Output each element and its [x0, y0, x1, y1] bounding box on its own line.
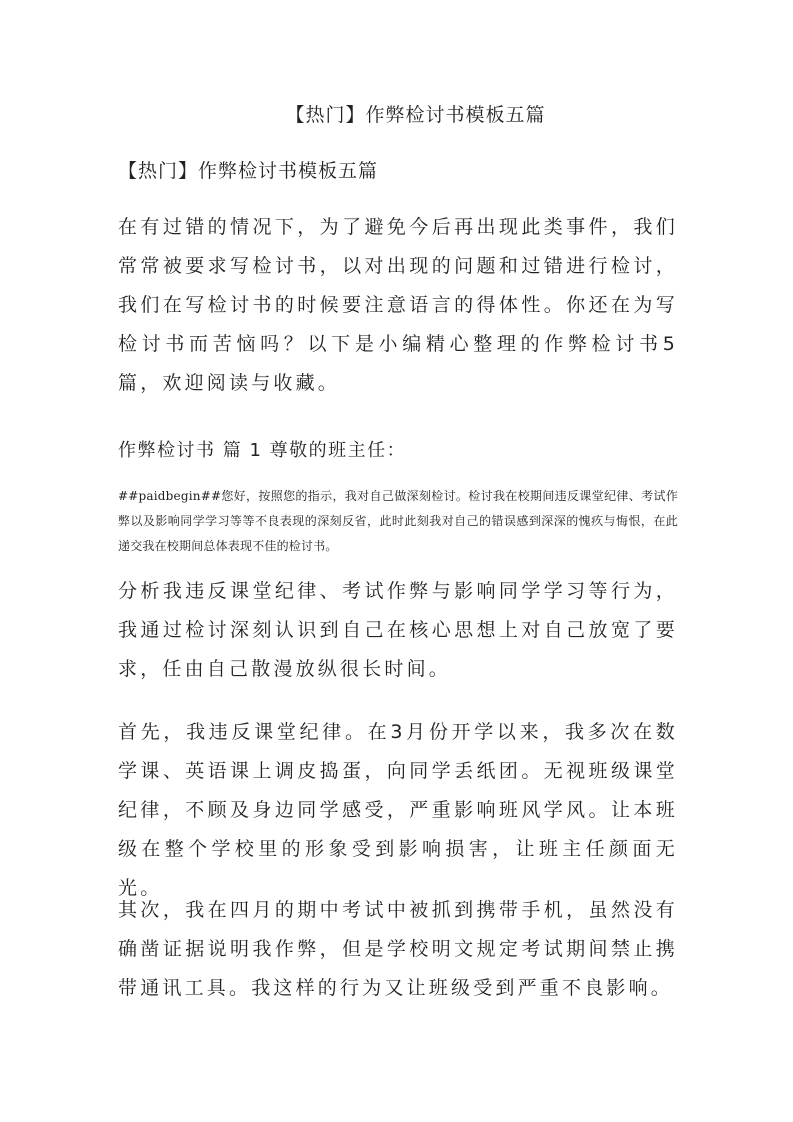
document-subtitle: 【热门】作弊检讨书模板五篇 — [118, 160, 379, 182]
opening-paragraph: ##paidbegin##您好，按照您的指示，我对自己做深刻检讨。检讨我在校期间违反课堂纪律、考试作弊以及影响同学学习等等不良表现的深刻反省，此时此刻我对自己的错误感到深深的愧疚与悔恨，在此递交我在校期间总体表现不佳的检讨书。 — [118, 489, 678, 553]
intro-paragraph: 在有过错的情况下，为了避免今后再出现此类事件，我们常常被要求写检讨书，以对出现的问题和过错进行检讨，我们在写检讨书的时候要注意语言的得体性。你还在为写检讨书而苦恼吗？以下是小编精心整理的作弊检讨书5篇，欢迎阅读与收藏。 — [118, 216, 678, 394]
document-title: 【热门】作弊检讨书模板五篇 — [285, 104, 546, 126]
section-heading: 作弊检讨书 篇 1 尊敬的班主任： — [118, 440, 407, 461]
body-paragraph-1: 分析我违反课堂纪律、考试作弊与影响同学学习等行为，我通过检讨深刻认识到自己在核心思想上对自己放宽了要求，任由自己散漫放纵很长时间。 — [118, 580, 678, 680]
body-paragraph-3: 其次，我在四月的期中考试中被抓到携带手机，虽然没有确凿证据说明我作弊，但是学校明文规定考试期间禁止携带通讯工具。我这样的行为又让班级受到严重不良影响。 — [118, 899, 678, 999]
body-paragraph-2: 首先，我违反课堂纪律。在3月份开学以来，我多次在数学课、英语课上调皮捣蛋，向同学丢纸团。无视班级课堂纪律，不顾及身边同学感受，严重影响班风学风。让本班级在整个学校里的形象受到影响损害，让班主任颜面无光。 — [118, 721, 678, 899]
